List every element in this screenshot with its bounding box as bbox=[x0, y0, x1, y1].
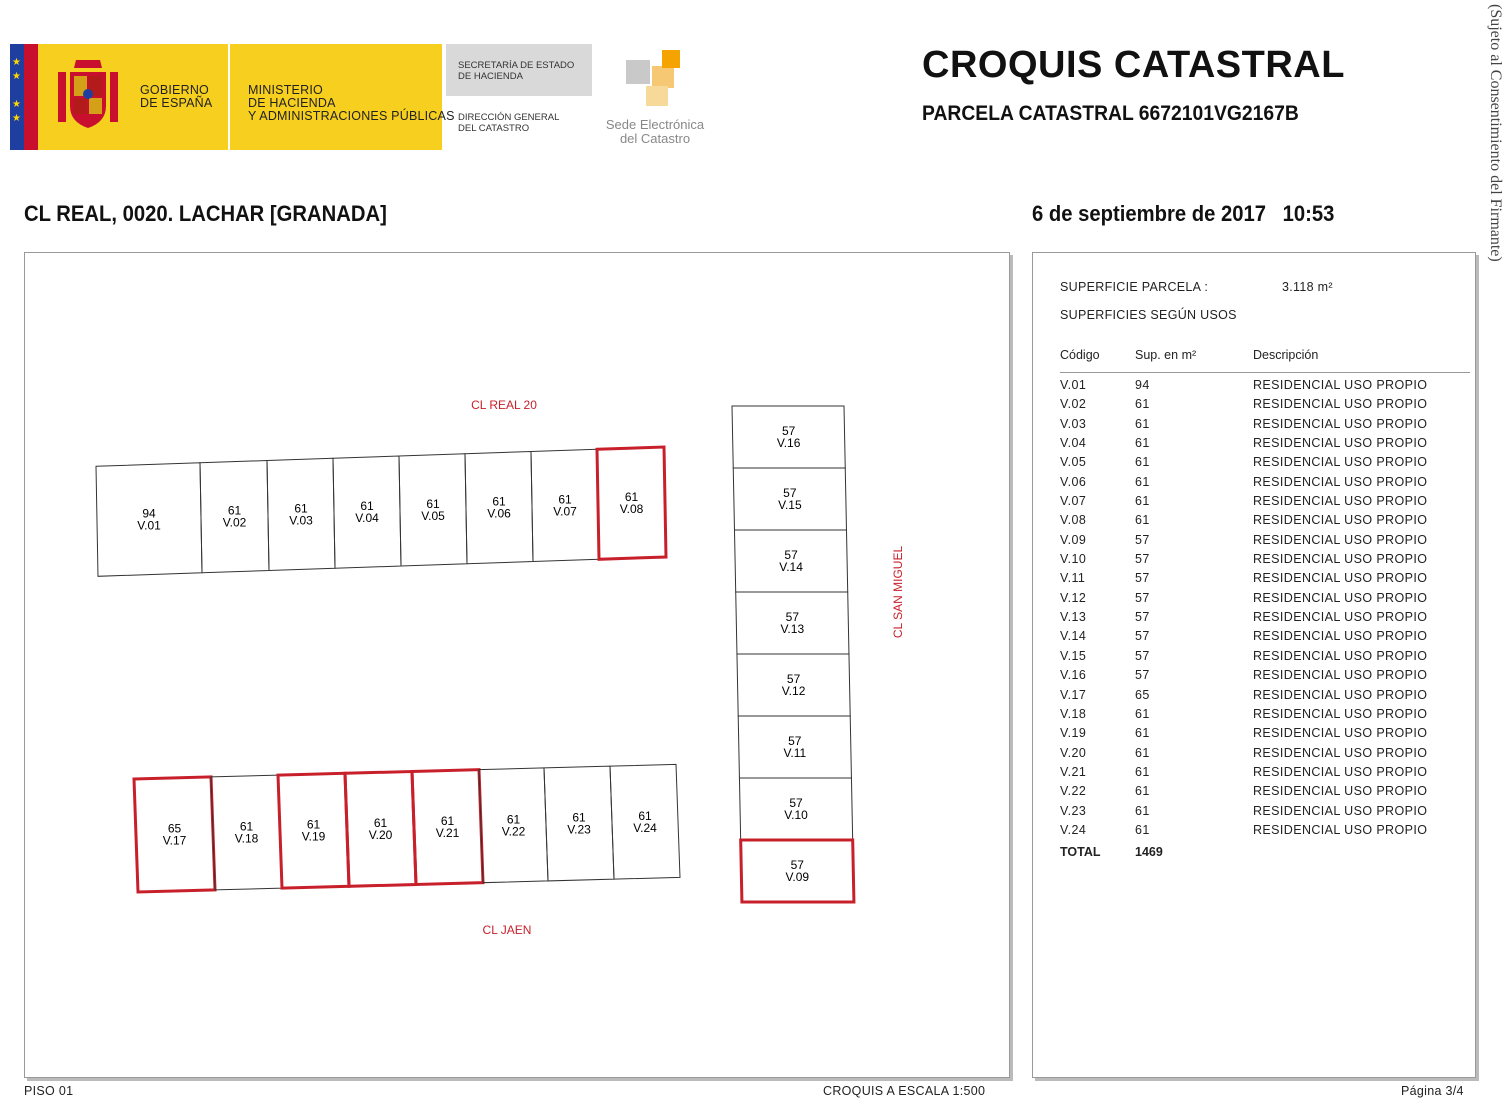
unit-code-label: V.05 bbox=[421, 508, 445, 523]
floor-label: PISO 01 bbox=[24, 1084, 74, 1098]
column-header-description: Descripción bbox=[1253, 348, 1319, 362]
eu-stars-icon: ★ ★ ★ ★ bbox=[12, 57, 21, 124]
unit-code-label: V.11 bbox=[783, 746, 807, 760]
unit-code-label: V.24 bbox=[633, 820, 657, 835]
unit-area-label: 61 bbox=[426, 496, 440, 511]
parcel-unit bbox=[134, 777, 215, 892]
unit-code-label: V.20 bbox=[368, 827, 393, 842]
cell-code: V.09 bbox=[1060, 532, 1087, 547]
cell-description: RESIDENCIAL USO PROPIO bbox=[1253, 745, 1428, 760]
table-row bbox=[1060, 666, 1470, 685]
cell-description: RESIDENCIAL USO PROPIO bbox=[1253, 668, 1428, 683]
unit-area-label: 57 bbox=[783, 486, 797, 500]
cell-description: RESIDENCIAL USO PROPIO bbox=[1253, 764, 1428, 779]
parcel-unit bbox=[333, 456, 401, 568]
unit-code-label: V.07 bbox=[553, 504, 577, 519]
cell-code: V.14 bbox=[1060, 629, 1087, 644]
table-row bbox=[1060, 744, 1470, 763]
parcel-unit bbox=[200, 460, 269, 572]
gobierno-label: GOBIERNO DE ESPAÑA bbox=[140, 83, 213, 110]
cell-description: RESIDENCIAL USO PROPIO bbox=[1253, 455, 1428, 470]
cell-description: RESIDENCIAL USO PROPIO bbox=[1253, 822, 1428, 837]
direccion-label: DIRECCIÓN GENERAL DEL CATASTRO bbox=[458, 112, 560, 134]
surface-table-header bbox=[1060, 348, 1470, 373]
cell-code: V.16 bbox=[1060, 668, 1087, 683]
cell-description: RESIDENCIAL USO PROPIO bbox=[1253, 784, 1428, 799]
uses-surface-label: SUPERFICIES SEGÚN USOS bbox=[1060, 308, 1237, 322]
table-row bbox=[1060, 608, 1470, 627]
parcel-unit bbox=[345, 771, 416, 886]
cell-code: V.08 bbox=[1060, 513, 1087, 528]
document-date: 6 de septiembre de 2017 bbox=[1032, 201, 1267, 226]
cell-area: 61 bbox=[1135, 745, 1150, 760]
unit-area-label: 61 bbox=[572, 810, 586, 825]
unit-area-label: 61 bbox=[360, 499, 374, 514]
cell-area: 94 bbox=[1135, 378, 1150, 392]
surface-total-row bbox=[1060, 845, 1470, 863]
cell-description: RESIDENCIAL USO PROPIO bbox=[1253, 590, 1428, 605]
cell-code: V.22 bbox=[1060, 784, 1087, 799]
unit-code-label: V.21 bbox=[435, 826, 460, 841]
cell-area: 61 bbox=[1135, 455, 1150, 470]
unit-area-label: 61 bbox=[558, 492, 572, 507]
cell-area: 57 bbox=[1135, 571, 1150, 586]
cell-area: 57 bbox=[1135, 668, 1150, 683]
cell-description: RESIDENCIAL USO PROPIO bbox=[1253, 571, 1428, 586]
property-address: CL REAL, 0020. LACHAR [GRANADA] bbox=[24, 201, 387, 226]
table-row bbox=[1060, 705, 1470, 724]
cell-area: 57 bbox=[1135, 629, 1150, 644]
cell-code: V.24 bbox=[1060, 822, 1087, 837]
unit-code-label: V.09 bbox=[785, 870, 810, 884]
cell-code: V.03 bbox=[1060, 416, 1087, 431]
table-row bbox=[1060, 492, 1470, 511]
parcel-unit bbox=[736, 592, 849, 654]
unit-code-label: V.17 bbox=[162, 833, 187, 848]
table-row bbox=[1060, 724, 1470, 743]
unit-code-label: V.02 bbox=[222, 515, 247, 530]
parcel-unit bbox=[739, 778, 852, 840]
cell-description: RESIDENCIAL USO PROPIO bbox=[1253, 378, 1428, 392]
cell-description: RESIDENCIAL USO PROPIO bbox=[1253, 687, 1428, 702]
unit-code-label: V.15 bbox=[778, 498, 802, 512]
unit-code-label: V.06 bbox=[487, 506, 511, 521]
cell-area: 61 bbox=[1135, 784, 1150, 799]
unit-code-label: V.18 bbox=[234, 831, 259, 846]
cell-description: RESIDENCIAL USO PROPIO bbox=[1253, 706, 1428, 721]
unit-area-label: 61 bbox=[294, 501, 308, 516]
table-row bbox=[1060, 376, 1470, 395]
table-row bbox=[1060, 821, 1470, 840]
cell-code: V.18 bbox=[1060, 706, 1087, 721]
cell-description: RESIDENCIAL USO PROPIO bbox=[1253, 552, 1428, 567]
cell-code: V.19 bbox=[1060, 726, 1087, 741]
table-row bbox=[1060, 627, 1470, 646]
unit-area-label: 61 bbox=[373, 815, 388, 830]
ministry-label: MINISTERIO DE HACIENDA Y ADMINISTRACIONES PÚBLICAS bbox=[248, 83, 455, 123]
parcel-surface-value: 3.118 m² bbox=[1282, 280, 1333, 294]
cell-area: 57 bbox=[1135, 610, 1150, 625]
unit-area-label: 61 bbox=[306, 817, 321, 832]
scale-label: CROQUIS A ESCALA 1:500 bbox=[823, 1084, 986, 1098]
document-title: CROQUIS CATASTRAL bbox=[922, 44, 1345, 86]
page-number: Página 3/4 bbox=[1401, 1084, 1464, 1098]
cell-description: RESIDENCIAL USO PROPIO bbox=[1253, 803, 1428, 818]
unit-code-label: V.13 bbox=[780, 622, 805, 636]
table-row bbox=[1060, 763, 1470, 782]
cell-code: V.13 bbox=[1060, 610, 1087, 625]
table-row bbox=[1060, 511, 1470, 530]
parcel-unit bbox=[267, 458, 335, 570]
cell-area: 61 bbox=[1135, 803, 1150, 818]
sede-electronica-logo-icon bbox=[626, 50, 684, 106]
parcel-unit bbox=[96, 463, 202, 577]
unit-code-label: V.23 bbox=[567, 822, 591, 837]
side-annotation: (Sujeto al Consentimiento del Firmante) bbox=[1487, 4, 1504, 262]
cell-description: RESIDENCIAL USO PROPIO bbox=[1253, 513, 1428, 528]
unit-area-label: 57 bbox=[781, 424, 796, 438]
sede-electronica-label: Sede Electrónica del Catastro bbox=[605, 117, 705, 146]
column-header-code: Código bbox=[1060, 348, 1100, 362]
parcel-unit bbox=[737, 654, 850, 716]
document-time: 10:53 bbox=[1282, 201, 1335, 226]
cell-description: RESIDENCIAL USO PROPIO bbox=[1253, 474, 1428, 489]
parcel-unit bbox=[278, 773, 349, 888]
unit-code-label: V.19 bbox=[301, 829, 326, 844]
unit-area-label: 61 bbox=[492, 494, 506, 509]
cell-description: RESIDENCIAL USO PROPIO bbox=[1253, 494, 1428, 509]
cell-code: V.12 bbox=[1060, 590, 1087, 605]
parcel-reference: PARCELA CATASTRAL 6672101VG2167B bbox=[922, 102, 1299, 125]
cell-code: V.07 bbox=[1060, 494, 1087, 509]
cell-code: V.20 bbox=[1060, 745, 1087, 760]
unit-code-label: V.16 bbox=[776, 436, 801, 450]
parcel-unit bbox=[610, 764, 680, 879]
unit-area-label: 94 bbox=[142, 506, 156, 521]
cell-area: 61 bbox=[1135, 822, 1150, 837]
cell-area: 57 bbox=[1135, 552, 1150, 567]
unit-code-label: V.14 bbox=[779, 560, 803, 574]
cell-code: V.17 bbox=[1060, 687, 1087, 702]
table-row bbox=[1060, 782, 1470, 801]
cell-code: V.15 bbox=[1060, 648, 1087, 663]
parcel-unit bbox=[412, 770, 483, 885]
table-row bbox=[1060, 686, 1470, 705]
cell-area: 61 bbox=[1135, 397, 1150, 412]
table-row bbox=[1060, 550, 1470, 569]
parcel-unit bbox=[597, 447, 666, 559]
unit-area-label: 57 bbox=[790, 858, 804, 872]
unit-area-label: 57 bbox=[784, 548, 798, 562]
parcel-unit bbox=[531, 449, 599, 561]
cell-description: RESIDENCIAL USO PROPIO bbox=[1253, 416, 1428, 431]
cell-code: V.02 bbox=[1060, 397, 1087, 412]
unit-area-label: 61 bbox=[239, 819, 254, 834]
unit-area-label: 61 bbox=[440, 814, 455, 829]
cell-area: 57 bbox=[1135, 532, 1150, 547]
cell-description: RESIDENCIAL USO PROPIO bbox=[1253, 629, 1428, 644]
cell-area: 61 bbox=[1135, 494, 1150, 509]
cell-description: RESIDENCIAL USO PROPIO bbox=[1253, 726, 1428, 741]
unit-area-label: 57 bbox=[789, 796, 803, 810]
cell-area: 61 bbox=[1135, 436, 1150, 451]
parcel-sketch-map bbox=[24, 252, 1009, 1077]
table-row bbox=[1060, 802, 1470, 821]
surface-table-body bbox=[1060, 376, 1470, 840]
cell-code: V.05 bbox=[1060, 455, 1087, 470]
unit-area-label: 65 bbox=[167, 821, 182, 836]
parcel-unit bbox=[733, 468, 846, 530]
unit-area-label: 61 bbox=[506, 812, 521, 827]
unit-code-label: V.03 bbox=[289, 513, 313, 528]
unit-area-label: 61 bbox=[624, 490, 639, 505]
total-label: TOTAL bbox=[1060, 845, 1101, 859]
street-label-north: CL REAL 20 bbox=[471, 398, 537, 412]
table-row bbox=[1060, 434, 1470, 453]
parcel-unit bbox=[465, 452, 533, 564]
unit-area-label: 57 bbox=[786, 672, 801, 686]
secretaria-label: SECRETARÍA DE ESTADO DE HACIENDA bbox=[458, 60, 575, 82]
parcel-unit bbox=[732, 406, 845, 468]
table-row bbox=[1060, 453, 1470, 472]
cell-code: V.21 bbox=[1060, 764, 1087, 779]
table-row bbox=[1060, 647, 1470, 666]
table-row bbox=[1060, 569, 1470, 588]
cell-area: 61 bbox=[1135, 706, 1150, 721]
table-row bbox=[1060, 473, 1470, 492]
table-row bbox=[1060, 415, 1470, 434]
table-row bbox=[1060, 531, 1470, 550]
cell-area: 61 bbox=[1135, 764, 1150, 779]
cell-area: 61 bbox=[1135, 513, 1150, 528]
cell-area: 57 bbox=[1135, 590, 1150, 605]
document-datetime bbox=[1032, 201, 1334, 227]
unit-area-label: 57 bbox=[788, 734, 802, 748]
cell-area: 61 bbox=[1135, 726, 1150, 741]
cell-code: V.01 bbox=[1060, 378, 1087, 392]
cell-code: V.06 bbox=[1060, 474, 1087, 489]
unit-code-label: V.08 bbox=[619, 502, 644, 517]
cell-area: 61 bbox=[1135, 474, 1150, 489]
unit-code-label: V.01 bbox=[137, 518, 161, 533]
cell-description: RESIDENCIAL USO PROPIO bbox=[1253, 436, 1428, 451]
parcel-unit bbox=[399, 454, 467, 566]
logo-divider bbox=[228, 44, 230, 150]
street-label-south: CL JAEN bbox=[482, 923, 532, 937]
parcel-unit bbox=[544, 766, 614, 881]
parcel-unit bbox=[738, 716, 851, 778]
cell-description: RESIDENCIAL USO PROPIO bbox=[1253, 397, 1428, 412]
parcel-unit bbox=[211, 775, 282, 890]
cell-code: V.10 bbox=[1060, 552, 1087, 567]
cell-description: RESIDENCIAL USO PROPIO bbox=[1253, 648, 1428, 663]
unit-code-label: V.10 bbox=[784, 808, 808, 822]
cell-description: RESIDENCIAL USO PROPIO bbox=[1253, 610, 1428, 625]
cell-area: 57 bbox=[1135, 648, 1150, 663]
cell-code: V.04 bbox=[1060, 436, 1087, 451]
parcel-surface-label: SUPERFICIE PARCELA : bbox=[1060, 280, 1209, 294]
parcel-unit bbox=[479, 768, 548, 883]
table-row bbox=[1060, 589, 1470, 608]
unit-area-label: 57 bbox=[785, 610, 800, 624]
table-row bbox=[1060, 395, 1470, 414]
cell-code: V.11 bbox=[1060, 571, 1086, 586]
column-header-area: Sup. en m² bbox=[1135, 348, 1197, 362]
parcel-unit bbox=[734, 530, 847, 592]
unit-code-label: V.12 bbox=[781, 684, 806, 698]
cell-code: V.23 bbox=[1060, 803, 1087, 818]
unit-code-label: V.04 bbox=[355, 511, 379, 526]
total-value: 1469 bbox=[1135, 845, 1163, 859]
unit-area-label: 61 bbox=[227, 503, 242, 518]
parcel-unit bbox=[741, 840, 854, 902]
unit-code-label: V.22 bbox=[501, 824, 526, 839]
street-label-east: CL SAN MIGUEL bbox=[891, 545, 905, 639]
cell-area: 61 bbox=[1135, 416, 1150, 431]
unit-area-label: 61 bbox=[638, 808, 652, 823]
cell-description: RESIDENCIAL USO PROPIO bbox=[1253, 532, 1428, 547]
coat-of-arms-icon bbox=[52, 58, 124, 134]
cell-area: 65 bbox=[1135, 687, 1150, 702]
